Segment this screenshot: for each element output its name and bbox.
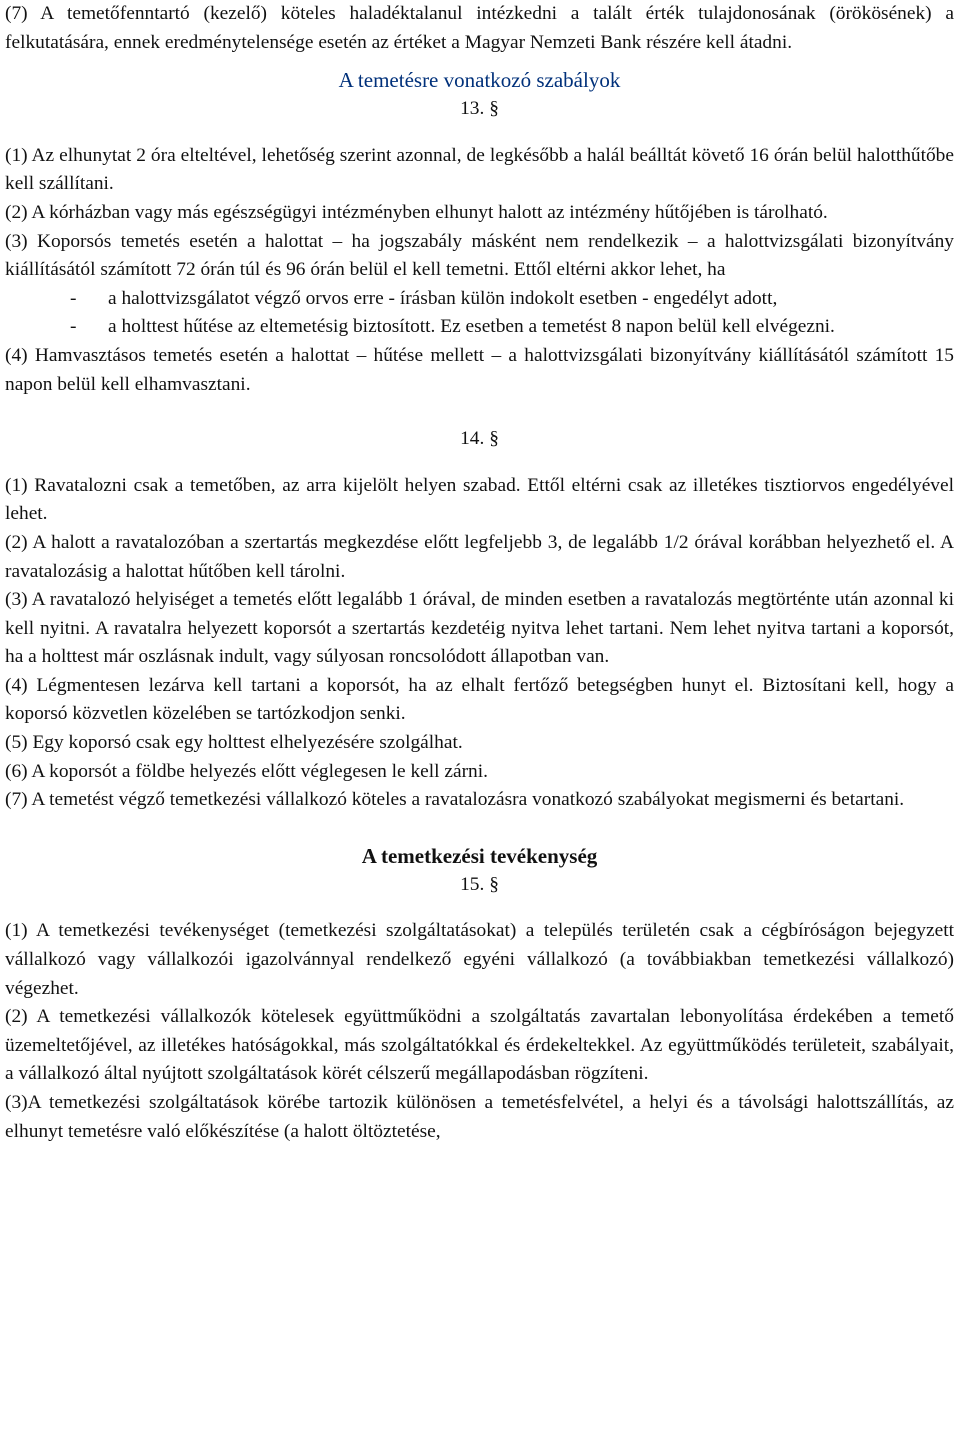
paragraph-14-3: (3) A ravatalozó helyiséget a temetés előtt legalább 1 órával, de minden esetben a ravatalozás megtörténte után azonnal ki kell nyitni. A ravatalra helyezett koporsót a szertartás kezdetéig nyitva lehet tartani. Nem lehet nyitva tartani a koporsót, ha a holttest már oszlásnak indult, vagy súlyosan roncsolódott állapotban van.	[5, 589, 954, 668]
paragraph-14-6: (6) A koporsót a földbe helyezés előtt véglegesen le kell zárni.	[5, 760, 488, 782]
paragraph-15-1: (1) A temetkezési tevékenységet (temetkezési szolgáltatásokat) a település területén csak a cégbíróságon bejegyzett vállalkozó vagy vállalkozói igazolvánnyal rendelkező egyéni vállalkozó (a továbbiakban temetkezési vállalkozó) végezhet.	[5, 920, 954, 999]
paragraph-14-5: (5) Egy koporsó csak egy holttest elhelyezésére szolgálhat.	[5, 732, 463, 754]
paragraph-15-2: (2) A temetkezési vállalkozók kötelesek együttműködni a szolgáltatás zavartalan lebonyolítása érdekében a temető üzemeltetőjével, az illetékes hatóságokkal, más szolgáltatókkal és érdekeltekkel. Az együttműködés területeit, szabályait, a vállalkozó által nyújtott szolgáltatások körét célszerű megállapodásban rögzíteni.	[5, 1006, 954, 1085]
section-heading-funeral-activity: A temetkezési tevékenység	[361, 843, 598, 868]
exception-list	[5, 285, 954, 342]
paragraph-14-1: (1) Ravatalozni csak a temetőben, az arra kijelölt helyen szabad. Ettől eltérni csak az illetékes tisztiorvos engedélyével lehet.	[5, 474, 954, 525]
paragraph-13-4: (4) Hamvasztásos temetés esetén a halottat – hűtése mellett – a halottvizsgálati bizonyítvány kiállításától számított 15 napon belül kell elhamvasztani.	[5, 344, 954, 395]
paragraph-13-2: (2) A kórházban vagy más egészségügyi intézményben elhunyt halott az intézmény hűtőjében is tárolható.	[5, 201, 828, 223]
paragraph-15-3: (3)A temetkezési szolgáltatások körébe tartozik különösen a temetésfelvétel, a helyi és a távolsági halottszállítás, az elhunyt temetésre való előkészítése (a halott öltöztetése,	[5, 1092, 954, 1142]
paragraph-13-1: (1) Az elhunytat 2 óra elteltével, lehetőség szerint azonnal, de legkésőbb a halál beálltát követő 16 órán belül halotthűtőbe kell szállítani.	[5, 144, 954, 195]
section-number-14: 14. §	[460, 428, 499, 450]
paragraph-14-4: (4) Légmentesen lezárva kell tartani a koporsót, ha az elhalt fertőző betegségben hunyt el. Biztosítani kell, hogy a koporsó közvetlen közelében se tartózkodjon senki.	[5, 674, 954, 725]
paragraph-14-7: (7) A temetést végző temetkezési vállalkozó köteles a ravatalozásra vonatkozó szabályokat megismerni és betartani.	[5, 789, 905, 811]
list-item: - a holttest hűtése az eltemetésig biztosított. Ez esetben a temetést 8 napon belül kell elvégezni.	[70, 313, 954, 342]
section-number-13: 13. §	[460, 98, 499, 120]
paragraph-14-2: (2) A halott a ravatalozóban a szertartás megkezdése előtt legfeljebb 3, de legalább 1/2 órával korábban helyezhető el. A ravatalozásig a halottat hűtőben kell tárolni.	[5, 531, 954, 582]
paragraph-12-7: (7) A temetőfenntartó (kezelő) köteles haladéktalanul intézkedni a talált érték tulajdonosának (örökösének) a felkutatására, ennek eredménytelensége esetén az értéket a Magyar Nemzeti Bank részére kell átadni.	[5, 3, 954, 53]
list-item: - a halottvizsgálatot végző orvos erre - írásban külön indokolt esetben - engedélyt adott,	[70, 285, 954, 314]
section-heading-burial-rules: A temetésre vonatkozó szabályok	[338, 68, 621, 93]
section-number-15: 15. §	[460, 873, 499, 895]
paragraph-13-3: (3) Koporsós temetés esetén a halottat – ha jogszabály másként nem rendelkezik – a halottvizsgálati bizonyítvány kiállításától számított 72 órán túl és 96 órán belül el kell temetni. Ettől eltérni akkor lehet, ha	[5, 230, 954, 281]
